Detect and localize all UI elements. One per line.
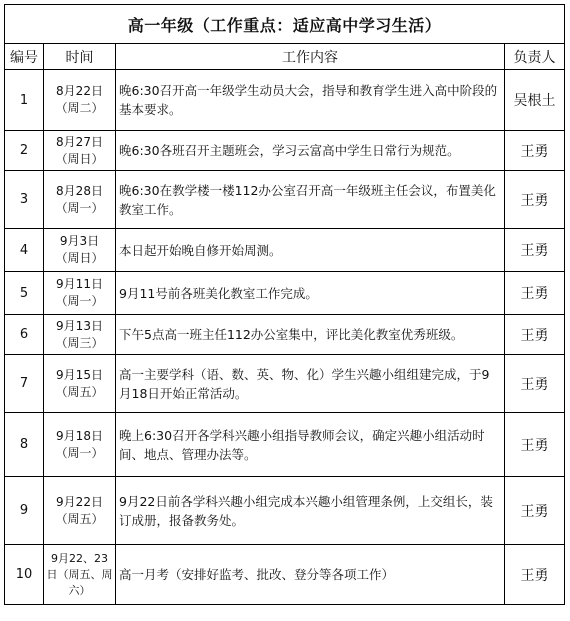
header-row <box>5 44 565 70</box>
row-num: 7 <box>5 355 44 413</box>
row-date: 8月22日 <box>56 84 103 98</box>
header-owner: 负责人 <box>505 44 565 70</box>
row-num: 2 <box>5 131 44 171</box>
row-content: 晚上6:30召开各学科兴趣小组指导教师会议，确定兴趣小组活动时间、地点、管理办法等。 <box>116 413 505 477</box>
row-date: 9月22日 <box>56 494 103 509</box>
row-time: 9月22、23日（周五、周六） <box>44 545 116 605</box>
table-row <box>5 131 565 171</box>
row-owner: 王勇 <box>505 171 565 229</box>
table-row <box>5 272 565 315</box>
row-time <box>44 272 116 315</box>
row-owner: 吴根土 <box>505 70 565 131</box>
row-num: 6 <box>5 315 44 355</box>
row-num: 4 <box>5 229 44 272</box>
row-time <box>44 70 116 131</box>
row-num: 9 <box>5 477 44 545</box>
row-owner: 王勇 <box>505 413 565 477</box>
row-date: 9月3日 <box>59 234 100 248</box>
row-owner: 王勇 <box>505 315 565 355</box>
row-time <box>44 413 116 477</box>
row-time <box>44 229 116 272</box>
table-row <box>5 171 565 229</box>
row-content: 晚6:30在教学楼一楼112办公室召开高一年级班主任会议，布置美化教室工作。 <box>116 171 505 229</box>
row-content: 晚6:30召开高一年级学生动员大会，指导和教育学生进入高中阶段的基本要求。 <box>116 70 505 131</box>
row-date: 9月15日 <box>56 367 103 382</box>
row-date: 9月18日 <box>56 428 103 443</box>
header-time: 时间 <box>44 44 116 70</box>
table-row <box>5 70 565 131</box>
row-weekday: （周五） <box>55 384 104 399</box>
row-content: 本日起开始晚自修开始周测。 <box>116 229 505 272</box>
row-time <box>44 355 116 413</box>
row-weekday: （周二） <box>55 101 104 115</box>
table-title: 高一年级（工作重点：适应高中学习生活） <box>5 5 565 44</box>
row-weekday: （周一） <box>55 445 104 460</box>
row-date: 8月27日 <box>56 134 103 149</box>
row-content: 下午5点高一班主任112办公室集中，评比美化教室优秀班级。 <box>116 315 505 355</box>
row-weekday: （周日） <box>55 251 104 265</box>
row-content: 晚6:30各班召开主题班会，学习云富高中学生日常行为规范。 <box>116 131 505 171</box>
table-row <box>5 355 565 413</box>
row-num: 10 <box>5 545 44 605</box>
row-weekday: （周三） <box>55 335 104 350</box>
header-num: 编号 <box>5 44 44 70</box>
row-weekday: （周五） <box>55 511 104 526</box>
row-owner: 王勇 <box>505 355 565 413</box>
row-time <box>44 171 116 229</box>
row-weekday: （周日） <box>55 151 104 166</box>
row-owner: 王勇 <box>505 131 565 171</box>
table-row <box>5 477 565 545</box>
row-owner: 王勇 <box>505 477 565 545</box>
row-weekday: （周一） <box>55 294 104 308</box>
row-owner: 王勇 <box>505 545 565 605</box>
row-content: 9月22日前各学科兴趣小组完成本兴趣小组管理条例，上交组长，装订成册，报备教务处。 <box>116 477 505 545</box>
row-date: 8月28日 <box>56 183 103 198</box>
table-row <box>5 545 565 605</box>
row-content: 高一主要学科（语、数、英、物、化）学生兴趣小组组建完成，于9月18日开始正常活动。 <box>116 355 505 413</box>
row-num: 1 <box>5 70 44 131</box>
row-num: 5 <box>5 272 44 315</box>
row-num: 8 <box>5 413 44 477</box>
row-num: 3 <box>5 171 44 229</box>
row-date: 9月13日 <box>56 318 103 333</box>
row-content: 9月11号前各班美化教室工作完成。 <box>116 272 505 315</box>
row-date: 9月11日 <box>56 277 103 291</box>
row-time <box>44 315 116 355</box>
row-time <box>44 131 116 171</box>
row-time <box>44 477 116 545</box>
header-content: 工作内容 <box>116 44 505 70</box>
table-row <box>5 413 565 477</box>
table-row <box>5 229 565 272</box>
row-weekday: （周一） <box>55 200 104 215</box>
row-content: 高一月考（安排好监考、批改、登分等各项工作） <box>116 545 505 605</box>
schedule-table <box>4 4 565 605</box>
table-row <box>5 315 565 355</box>
schedule-sheet <box>4 4 564 605</box>
row-owner: 王勇 <box>505 229 565 272</box>
row-owner: 王勇 <box>505 272 565 315</box>
